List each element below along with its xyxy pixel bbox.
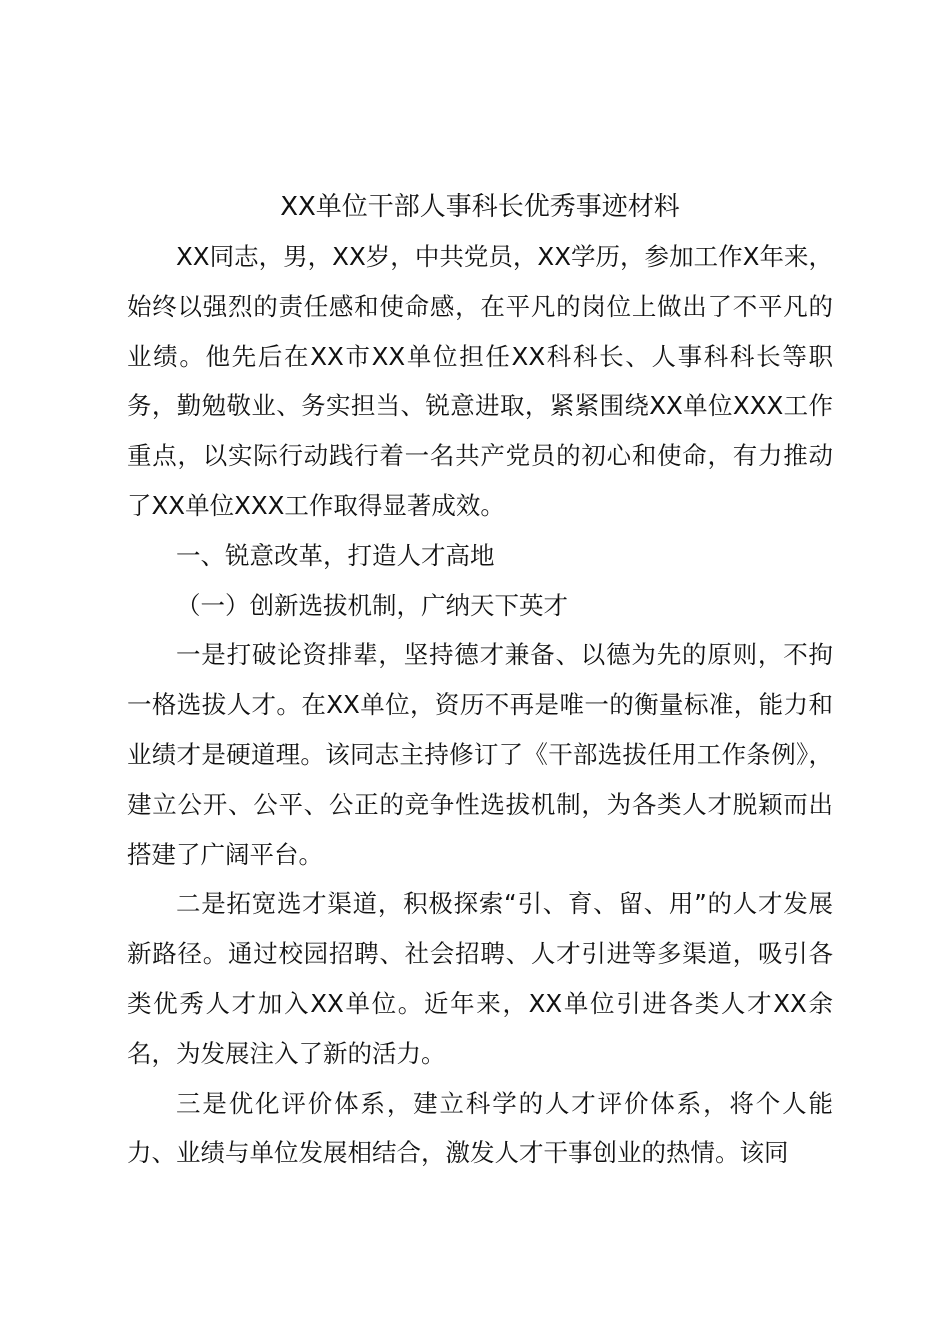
document-title: XX单位干部人事科长优秀事迹材料 — [280, 192, 680, 222]
point-one-paragraph: 一是打破论资排辈，坚持德才兼备、以德为先的原则，不拘一格选拔人才。在XX单位，资历不再是唯一的衡量标准，能力和业绩才是硬道理。该同志主持修订了《干部选拔任用工作条例》，建立公开、公平、公正的竞争性选拔机制，为各类人才脱颖而出搭建了广阔平台。 — [127, 640, 833, 869]
point-two-paragraph: 二是拓宽选才渠道，积极探索“引、育、留、用”的人才发展新路径。通过校园招聘、社会招聘、人才引进等多渠道，吸引各类优秀人才加入XX单位。近年来，XX单位引进各类人才XX余名，为发展注入了新的活力。 — [127, 889, 833, 1068]
point-three-paragraph: 三是优化评价体系，建立科学的人才评价体系，将个人能力、业绩与单位发展相结合，激发人才干事创业的热情。该同 — [127, 1088, 833, 1168]
document-body — [127, 182, 833, 1178]
section-heading: 一、锐意改革，打造人才高地 — [176, 540, 495, 570]
subsection-heading: （一）创新选拔机制，广纳天下英才 — [176, 590, 568, 620]
intro-paragraph: XX同志，男，XX岁，中共党员，XX学历，参加工作X年来，始终以强烈的责任感和使命感，在平凡的岗位上做出了不平凡的业绩。他先后在XX市XX单位担任XX科科长、人事科科长等职务，勤勉敬业、务实担当、锐意进取，紧紧围绕XX单位XXX工作重点，以实际行动践行着一名共产党员的初心和使命，有力推动了XX单位XXX工作取得显著成效。 — [127, 242, 833, 520]
